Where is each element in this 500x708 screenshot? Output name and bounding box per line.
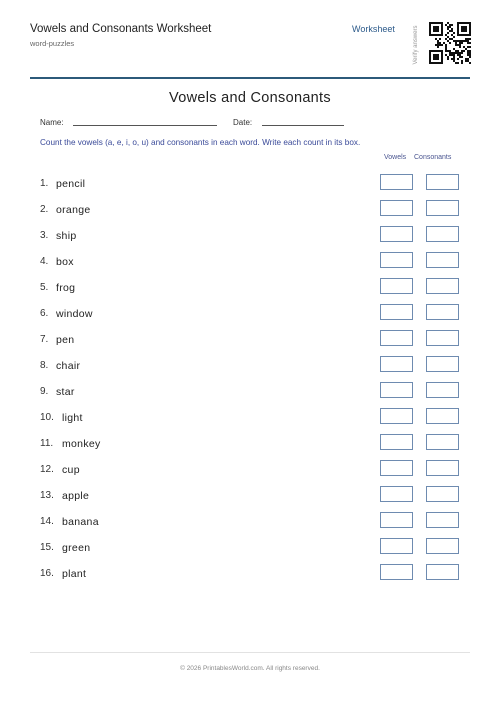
word-row <box>40 330 470 348</box>
word-row <box>40 278 470 296</box>
vowel-count-box[interactable] <box>380 564 413 580</box>
item-number: 16. <box>40 568 54 579</box>
item-number: 9. <box>40 386 49 397</box>
word-row <box>40 434 470 452</box>
vowel-count-box[interactable] <box>380 330 413 346</box>
consonant-count-box[interactable] <box>426 486 459 502</box>
word-text: cup <box>62 464 80 476</box>
consonant-count-box[interactable] <box>426 512 459 528</box>
item-number: 13. <box>40 490 54 501</box>
item-number: 10. <box>40 412 54 423</box>
item-number: 3. <box>40 230 49 241</box>
worksheet-header <box>30 0 470 78</box>
item-number: 14. <box>40 516 54 527</box>
word-row <box>40 538 470 556</box>
vowel-count-box[interactable] <box>380 252 413 268</box>
name-field[interactable] <box>73 125 217 126</box>
word-row <box>40 408 470 426</box>
word-row <box>40 564 470 582</box>
item-number: 4. <box>40 256 49 267</box>
date-label: Date: <box>233 118 253 127</box>
word-row <box>40 174 470 192</box>
vowel-count-box[interactable] <box>380 408 413 424</box>
instructions: Count the vowels (a, e, i, o, u) and consonants in each word. Write each count in its box. <box>40 138 361 147</box>
consonant-count-box[interactable] <box>426 278 459 294</box>
vowel-count-box[interactable] <box>380 174 413 190</box>
consonant-count-box[interactable] <box>426 200 459 216</box>
consonant-count-box[interactable] <box>426 304 459 320</box>
word-row <box>40 512 470 530</box>
word-text: pencil <box>56 178 86 190</box>
vowels-column-header: Vowels <box>384 154 407 161</box>
document-category: word-puzzles <box>30 39 75 48</box>
word-row <box>40 486 470 504</box>
consonant-count-box[interactable] <box>426 226 459 242</box>
document-title: Vowels and Consonants Worksheet <box>30 23 212 35</box>
word-text: box <box>56 256 74 268</box>
copyright-footer: © 2026 PrintablesWorld.com. All rights reserved. <box>180 665 320 672</box>
vowel-count-box[interactable] <box>380 356 413 372</box>
item-number: 7. <box>40 334 49 345</box>
word-text: banana <box>62 516 99 528</box>
verify-answers-label: Verify answers <box>413 25 419 65</box>
item-number: 6. <box>40 308 49 319</box>
document-type-tag: Worksheet <box>352 24 395 34</box>
consonant-count-box[interactable] <box>426 434 459 450</box>
consonant-count-box[interactable] <box>426 564 459 580</box>
word-row <box>40 356 470 374</box>
consonants-column-header: Consonants <box>414 154 452 161</box>
consonant-count-box[interactable] <box>426 460 459 476</box>
vowel-count-box[interactable] <box>380 200 413 216</box>
header-divider <box>30 77 470 79</box>
qr-code-icon[interactable] <box>428 16 472 72</box>
consonant-count-box[interactable] <box>426 538 459 554</box>
item-number: 2. <box>40 204 49 215</box>
name-label: Name: <box>40 118 64 127</box>
item-number: 11. <box>40 438 54 449</box>
word-row <box>40 200 470 218</box>
footer-divider <box>30 652 470 653</box>
vowel-count-box[interactable] <box>380 434 413 450</box>
consonant-count-box[interactable] <box>426 356 459 372</box>
word-text: monkey <box>62 438 101 450</box>
vowel-count-box[interactable] <box>380 382 413 398</box>
vowel-count-box[interactable] <box>380 278 413 294</box>
item-number: 1. <box>40 178 49 189</box>
word-row <box>40 304 470 322</box>
vowel-count-box[interactable] <box>380 512 413 528</box>
word-text: green <box>62 542 91 554</box>
consonant-count-box[interactable] <box>426 174 459 190</box>
vowel-count-box[interactable] <box>380 304 413 320</box>
consonant-count-box[interactable] <box>426 330 459 346</box>
vowel-count-box[interactable] <box>380 538 413 554</box>
consonant-count-box[interactable] <box>426 382 459 398</box>
word-text: ship <box>56 230 77 242</box>
word-row <box>40 460 470 478</box>
item-number: 8. <box>40 360 49 371</box>
item-number: 15. <box>40 542 54 553</box>
vowel-count-box[interactable] <box>380 460 413 476</box>
date-field[interactable] <box>262 125 344 126</box>
vowel-count-box[interactable] <box>380 486 413 502</box>
word-text: star <box>56 386 75 398</box>
item-number: 12. <box>40 464 54 475</box>
word-text: plant <box>62 568 87 580</box>
word-text: window <box>56 308 93 320</box>
word-text: chair <box>56 360 81 372</box>
word-text: apple <box>62 490 90 502</box>
word-row <box>40 252 470 270</box>
word-text: light <box>62 412 83 424</box>
word-text: pen <box>56 334 75 346</box>
item-number: 5. <box>40 282 49 293</box>
word-row <box>40 226 470 244</box>
word-text: frog <box>56 282 76 294</box>
word-text: orange <box>56 204 91 216</box>
consonant-count-box[interactable] <box>426 408 459 424</box>
word-row <box>40 382 470 400</box>
worksheet-title: Vowels and Consonants <box>169 90 331 106</box>
consonant-count-box[interactable] <box>426 252 459 268</box>
vowel-count-box[interactable] <box>380 226 413 242</box>
